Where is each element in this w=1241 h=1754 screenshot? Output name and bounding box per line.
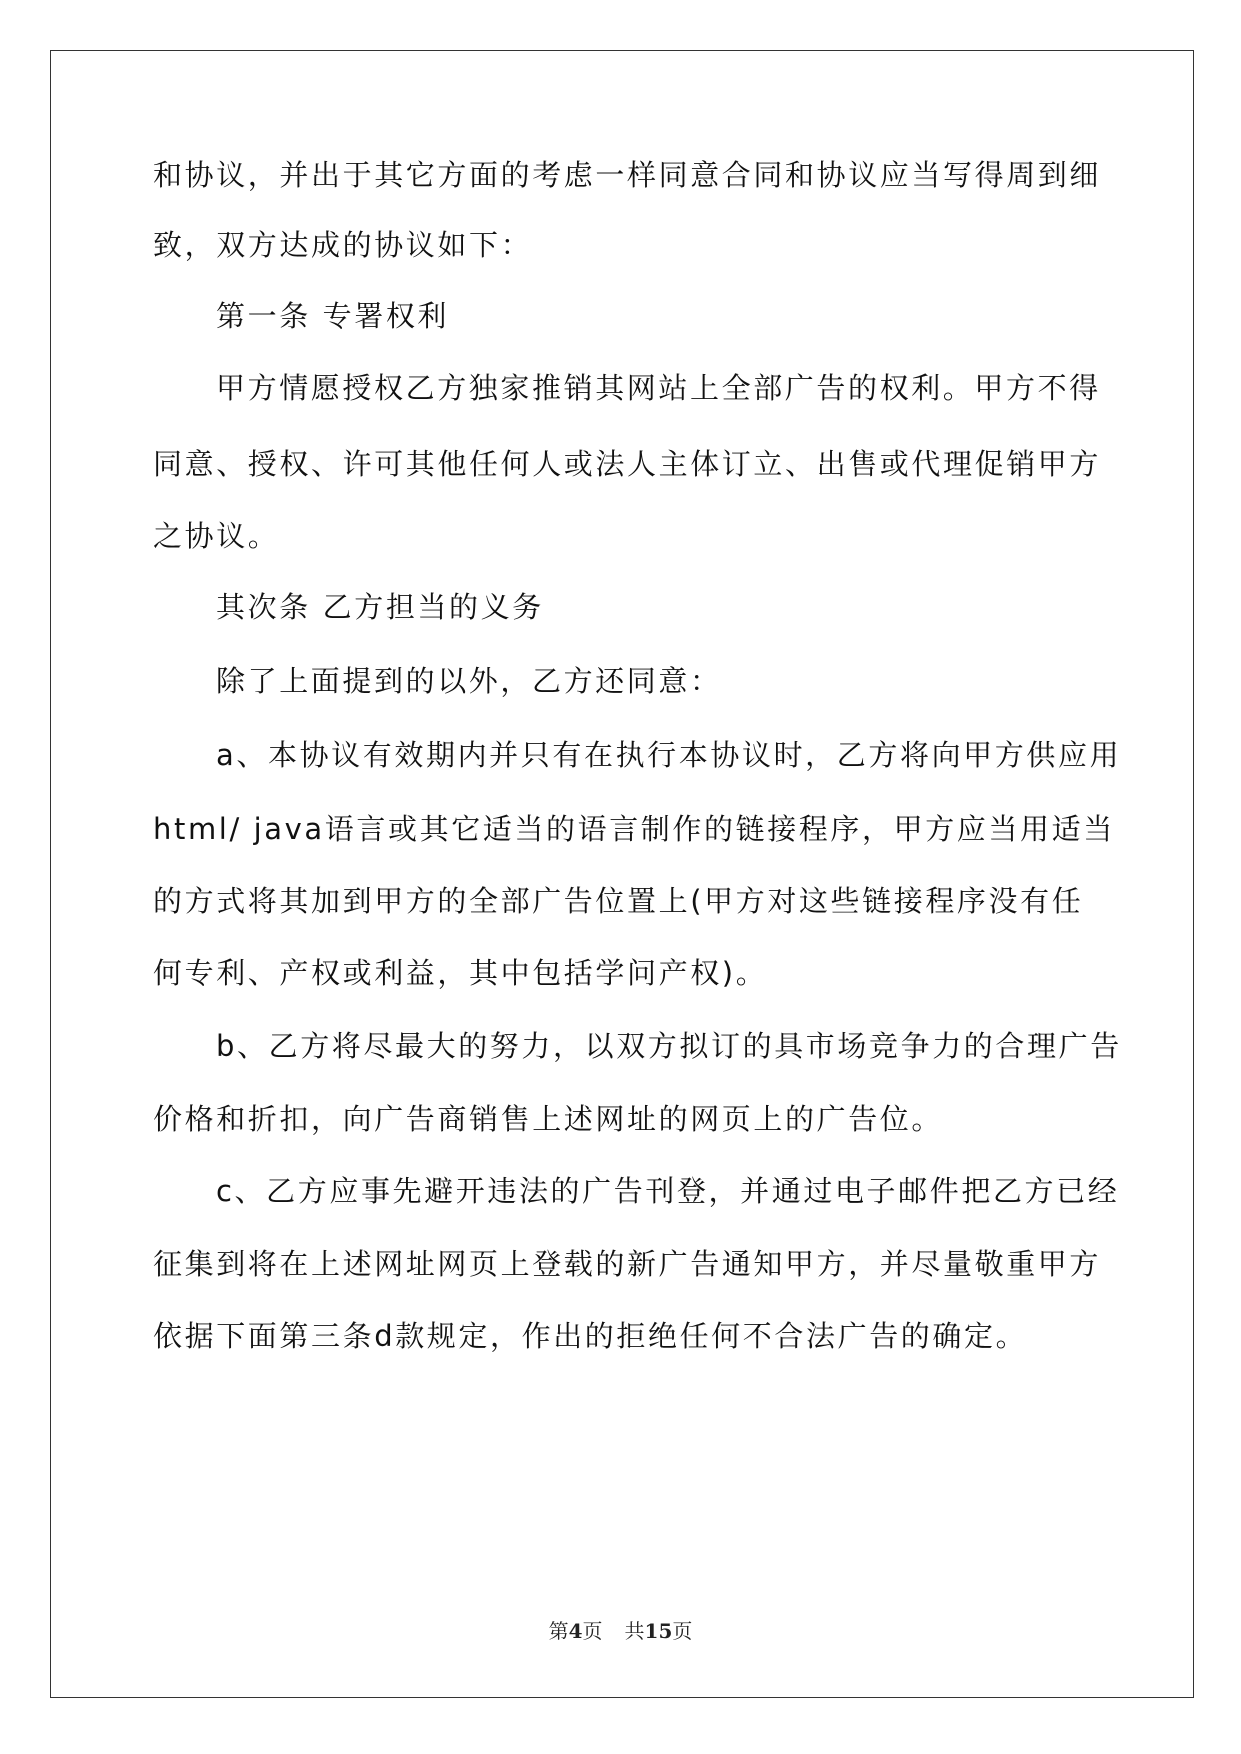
footer-total-pages: 15: [644, 1619, 673, 1643]
section-heading: 其次条 乙方担当的义务: [216, 590, 544, 624]
text-line: 依据下面第三条d款规定，作出的拒绝任何不合法广告的确定。: [153, 1319, 1028, 1353]
footer-page-number: 4: [568, 1619, 583, 1643]
text-line: c、乙方应事先避开违法的广告刊登，并通过电子邮件把乙方已经: [216, 1174, 1120, 1208]
text-line: 致，双方达成的协议如下：: [153, 228, 533, 262]
text-line: 何专利、产权或利益，其中包括学问产权)。: [153, 956, 768, 990]
footer-total-prefix: 共: [624, 1619, 645, 1643]
section-heading: 第一条 专署权利: [216, 299, 450, 333]
text-line: 价格和折扣，向广告商销售上述网址的网页上的广告位。: [153, 1102, 944, 1136]
footer-total-suffix: 页: [672, 1619, 693, 1643]
text-line: html/ java语言或其它适当的语言制作的链接程序，甲方应当用适当: [153, 812, 1115, 846]
text-line: 征集到将在上述网址网页上登载的新广告通知甲方，并尽量敬重甲方: [153, 1247, 1102, 1281]
text-line: 和协议，并出于其它方面的考虑一样同意合同和协议应当写得周到细: [153, 158, 1102, 192]
footer-page-prefix: 第: [548, 1619, 569, 1643]
text-line: 甲方情愿授权乙方独家推销其网站上全部广告的权利。甲方不得: [216, 371, 1101, 405]
text-line: 除了上面提到的以外，乙方还同意：: [216, 664, 722, 698]
text-line: a、本协议有效期内并只有在执行本协议时，乙方将向甲方供应用: [216, 738, 1122, 772]
text-line: b、乙方将尽最大的努力，以双方拟订的具市场竞争力的合理广告: [216, 1029, 1122, 1063]
text-line: 的方式将其加到甲方的全部广告位置上(甲方对这些链接程序没有任: [153, 884, 1084, 918]
text-line: 同意、授权、许可其他任何人或法人主体订立、出售或代理促销甲方: [153, 447, 1102, 481]
footer-page-suffix: 页: [582, 1619, 603, 1643]
text-line: 之协议。: [153, 519, 280, 553]
page-footer: [0, 1618, 1241, 1644]
